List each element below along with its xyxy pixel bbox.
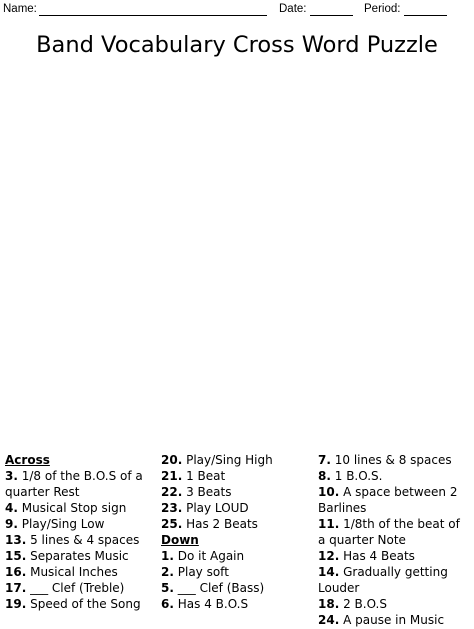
- clue-column-2: [161, 452, 311, 612]
- clue-down-12: 12. Has 4 Beats: [318, 549, 415, 563]
- clue-across-15: 15. Separates Music: [5, 549, 129, 563]
- clue-across-17: 17. ___ Clef (Treble): [5, 581, 125, 595]
- date-label: Date:: [279, 3, 307, 15]
- puzzle-grid-area: [0, 72, 474, 444]
- clue-across-25: 25. Has 2 Beats: [161, 517, 258, 531]
- down-heading: Down: [161, 533, 199, 547]
- clue-across-22: 22. 3 Beats: [161, 485, 232, 499]
- clue-down-8: 8. 1 B.O.S.: [318, 469, 383, 483]
- clue-across-16: 16. Musical Inches: [5, 565, 118, 579]
- clue-across-13: 13. 5 lines & 4 spaces: [5, 533, 140, 547]
- clue-across-23: 23. Play LOUD: [161, 501, 249, 515]
- clue-column-3: [318, 452, 470, 628]
- page-title: Band Vocabulary Cross Word Puzzle: [36, 32, 438, 58]
- name-line[interactable]: [39, 15, 267, 16]
- period-label: Period:: [364, 3, 401, 15]
- name-label: Name:: [3, 3, 37, 15]
- clue-across-21: 21. 1 Beat: [161, 469, 226, 483]
- clue-down-1: 1. Do it Again: [161, 549, 245, 563]
- clue-down-10: 10. A space between 2 Barlines: [318, 485, 458, 515]
- clue-down-7: 7. 10 lines & 8 spaces: [318, 453, 452, 467]
- clue-across-3: 3. 1/8 of the B.O.S of a quarter Rest: [5, 469, 143, 499]
- clue-down-11: 11. 1/8th of the beat of a quarter Note: [318, 517, 460, 547]
- clue-column-1: [5, 452, 155, 612]
- date-line[interactable]: [310, 15, 353, 16]
- clue-down-18: 18. 2 B.O.S: [318, 597, 387, 611]
- clue-down-24: 24. A pause in Music: [318, 613, 445, 627]
- clue-down-6: 6. Has 4 B.O.S: [161, 597, 249, 611]
- period-line[interactable]: [404, 15, 447, 16]
- clue-across-20: 20. Play/Sing High: [161, 453, 273, 467]
- clue-down-14: 14. Gradually getting Louder: [318, 565, 448, 595]
- clue-across-4: 4. Musical Stop sign: [5, 501, 127, 515]
- clue-across-19: 19. Speed of the Song: [5, 597, 141, 611]
- clue-across-9: 9. Play/Sing Low: [5, 517, 105, 531]
- across-heading: Across: [5, 453, 50, 467]
- clue-down-2: 2. Play soft: [161, 565, 229, 579]
- clue-down-5: 5. ___ Clef (Bass): [161, 581, 265, 595]
- header-row: [0, 0, 474, 20]
